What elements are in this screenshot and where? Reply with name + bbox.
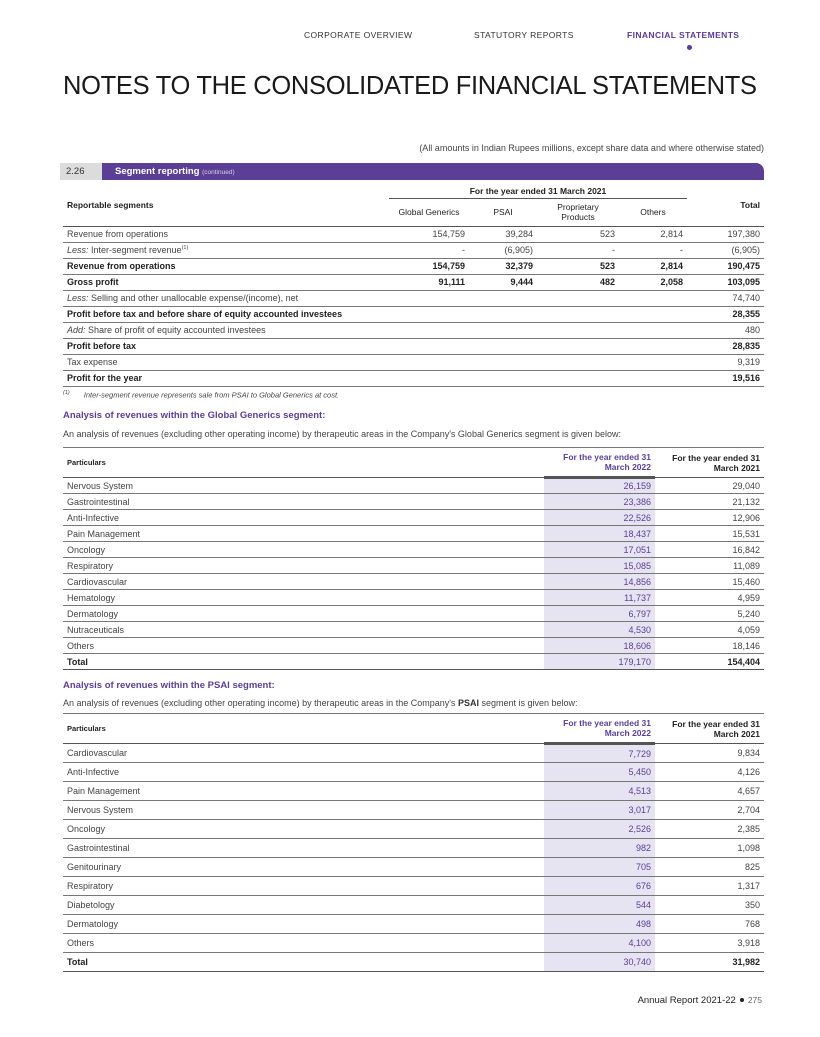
row-label: Pain Management: [63, 782, 544, 801]
value-fy22: 7,729: [544, 744, 655, 763]
value-fy21: 825: [655, 858, 764, 877]
amounts-note: (All amounts in Indian Rupees millions, except share data and where otherwise stated): [419, 143, 764, 153]
footnote-ref: (1): [181, 245, 189, 251]
value-fy21: 21,132: [655, 494, 764, 510]
row-label: Nutraceuticals: [63, 622, 544, 638]
segment-cell: [537, 290, 619, 306]
label-text: Share of profit of equity accounted investees: [85, 325, 266, 335]
value-fy22: 6,797: [544, 606, 655, 622]
psai-intro: [63, 698, 578, 708]
value-fy21: 4,126: [655, 763, 764, 782]
total-row: [63, 654, 764, 670]
label-prefix: Less:: [67, 293, 89, 303]
segment-row: [63, 290, 764, 306]
global-generics-table: [63, 447, 764, 670]
section-title-suffix: (continued): [202, 169, 235, 176]
segment-cell: 523: [537, 226, 619, 242]
segment-cell: [389, 354, 469, 370]
active-indicator-dot: [687, 45, 692, 50]
segment-row: [63, 306, 764, 322]
segment-cell: [469, 290, 537, 306]
global-generics-intro: An analysis of revenues (excluding other operating income) by therapeutic areas in the Company's Global Generics segment is given below:: [63, 429, 622, 439]
segment-cell: -: [389, 242, 469, 258]
psai-col-2022: For the year ended 31 March 2022: [544, 714, 655, 744]
segment-cell: 39,284: [469, 226, 537, 242]
global-generics-heading: Analysis of revenues within the Global Generics segment:: [63, 410, 326, 421]
table-row: [63, 526, 764, 542]
segment-cell: [619, 322, 687, 338]
segment-row-label: [63, 242, 389, 258]
section-title-text: Segment reporting: [115, 166, 200, 177]
row-label: Hematology: [63, 590, 544, 606]
value-fy22: 544: [544, 896, 655, 915]
table-row: [63, 915, 764, 934]
value-fy22: 4,530: [544, 622, 655, 638]
segment-row-header: Reportable segments: [63, 184, 389, 226]
segment-cell: 74,740: [687, 290, 764, 306]
segment-row: [63, 338, 764, 354]
footer-bullet: [740, 998, 744, 1002]
value-fy21: 16,842: [655, 542, 764, 558]
value-fy22: 17,051: [544, 542, 655, 558]
label-text: Revenue from operations: [67, 261, 176, 271]
segment-cell: [537, 322, 619, 338]
table-row: [63, 744, 764, 763]
segment-cell: 9,319: [687, 354, 764, 370]
segment-cell: [537, 370, 619, 386]
value-fy22: 23,386: [544, 494, 655, 510]
value-fy22: 705: [544, 858, 655, 877]
table-row: [63, 839, 764, 858]
segment-cell: [619, 290, 687, 306]
segment-col-proprietary-products: Proprietary Products: [537, 198, 619, 226]
row-label: Oncology: [63, 820, 544, 839]
table-row: [63, 478, 764, 494]
segment-cell: [389, 338, 469, 354]
row-label: Respiratory: [63, 877, 544, 896]
segment-cell: 19,516: [687, 370, 764, 386]
value-fy22: 498: [544, 915, 655, 934]
label-prefix: Add:: [67, 325, 86, 335]
segment-row: [63, 322, 764, 338]
row-label: Others: [63, 934, 544, 953]
value-fy21: 2,385: [655, 820, 764, 839]
segment-cell: 103,095: [687, 274, 764, 290]
value-fy21: 5,240: [655, 606, 764, 622]
value-fy21: 15,531: [655, 526, 764, 542]
segment-cell: 28,355: [687, 306, 764, 322]
row-label: Total: [63, 953, 544, 972]
segment-cell: [389, 290, 469, 306]
value-fy22: 2,526: [544, 820, 655, 839]
table-row: [63, 896, 764, 915]
segment-cell: [389, 370, 469, 386]
row-label: Respiratory: [63, 558, 544, 574]
table-row: [63, 574, 764, 590]
row-label: Anti-Infective: [63, 763, 544, 782]
segment-row-label: [63, 226, 389, 242]
table-row: [63, 858, 764, 877]
top-navigation: [0, 30, 820, 54]
row-label: Dermatology: [63, 915, 544, 934]
gg-table-body: [63, 478, 764, 670]
segment-row-label: [63, 354, 389, 370]
segment-cell: [469, 370, 537, 386]
segment-col-total: Total: [687, 184, 764, 226]
value-fy22: 676: [544, 877, 655, 896]
segment-row: [63, 242, 764, 258]
footnote-text: Inter-segment revenue represents sale from PSAI to Global Generics at cost.: [83, 390, 340, 400]
segment-row-label: [63, 306, 389, 322]
segment-col-others: Others: [619, 198, 687, 226]
psai-col-2021: For the year ended 31 March 2021: [672, 718, 760, 739]
value-fy22: 5,450: [544, 763, 655, 782]
value-fy22: 3,017: [544, 801, 655, 820]
footer-report-name: Annual Report 2021-22: [637, 995, 736, 1006]
row-label: Nervous System: [63, 801, 544, 820]
psai-col-particulars: Particulars: [67, 724, 106, 733]
section-header-bar: [60, 163, 764, 180]
segment-cell: 2,058: [619, 274, 687, 290]
psai-intro-pre: An analysis of revenues (excluding other operating income) by therapeutic areas in the Company's: [63, 698, 458, 708]
segment-row-label: [63, 290, 389, 306]
row-label: Others: [63, 638, 544, 654]
segment-cell: -: [537, 242, 619, 258]
segment-period-header: For the year ended 31 March 2021: [389, 184, 687, 198]
table-row: [63, 877, 764, 896]
value-fy21: 154,404: [655, 654, 764, 670]
segment-row: [63, 258, 764, 274]
section-title: [115, 163, 235, 181]
segment-cell: (6,905): [687, 242, 764, 258]
label-prefix: Less:: [67, 245, 89, 255]
value-fy21: 768: [655, 915, 764, 934]
row-label: Gastrointestinal: [63, 494, 544, 510]
segment-col-psai: PSAI: [469, 198, 537, 226]
row-label: Gastrointestinal: [63, 839, 544, 858]
table-row: [63, 606, 764, 622]
segment-cell: [537, 338, 619, 354]
value-fy21: 350: [655, 896, 764, 915]
segment-row-label: [63, 322, 389, 338]
value-fy22: 179,170: [544, 654, 655, 670]
psai-heading: Analysis of revenues within the PSAI segment:: [63, 680, 275, 691]
table-row: [63, 801, 764, 820]
value-fy21: 11,089: [655, 558, 764, 574]
segment-cell: 154,759: [389, 258, 469, 274]
nav-statutory-reports[interactable]: STATUTORY REPORTS: [474, 30, 574, 40]
footnote-mark: (1): [63, 390, 70, 396]
value-fy21: 31,982: [655, 953, 764, 972]
footnote: [63, 390, 339, 400]
table-row: [63, 590, 764, 606]
page-footer: [638, 995, 762, 1006]
segment-cell: [469, 338, 537, 354]
table-row: [63, 494, 764, 510]
table-row: [63, 934, 764, 953]
value-fy22: 18,606: [544, 638, 655, 654]
value-fy21: 4,657: [655, 782, 764, 801]
segment-cell: 2,814: [619, 258, 687, 274]
segment-cell: 9,444: [469, 274, 537, 290]
segment-row-label: [63, 370, 389, 386]
segment-cell: [469, 322, 537, 338]
table-row: [63, 622, 764, 638]
psai-intro-post: segment is given below:: [478, 698, 578, 708]
label-text: Inter-segment revenue: [88, 245, 182, 255]
value-fy22: 11,737: [544, 590, 655, 606]
table-row: [63, 638, 764, 654]
segment-row-label: [63, 338, 389, 354]
segment-cell: 154,759: [389, 226, 469, 242]
segment-cell: [537, 354, 619, 370]
segment-cell: 190,475: [687, 258, 764, 274]
segment-cell: [389, 322, 469, 338]
value-fy21: 1,317: [655, 877, 764, 896]
segment-row-label: [63, 258, 389, 274]
value-fy22: 26,159: [544, 478, 655, 494]
segment-row-label: [63, 274, 389, 290]
psai-table-body: [63, 744, 764, 972]
segment-cell: [389, 306, 469, 322]
psai-table: [63, 713, 764, 972]
value-fy22: 4,513: [544, 782, 655, 801]
segment-cell: 197,380: [687, 226, 764, 242]
row-label: Cardiovascular: [63, 574, 544, 590]
segment-cell: [469, 354, 537, 370]
value-fy21: 29,040: [655, 478, 764, 494]
segment-cell: 523: [537, 258, 619, 274]
value-fy21: 18,146: [655, 638, 764, 654]
segment-cell: -: [619, 242, 687, 258]
value-fy22: 14,856: [544, 574, 655, 590]
row-label: Diabetology: [63, 896, 544, 915]
segment-cell: (6,905): [469, 242, 537, 258]
table-row: [63, 510, 764, 526]
gg-col-2021: For the year ended 31 March 2021: [672, 452, 760, 473]
table-row: [63, 558, 764, 574]
label-text: Revenue from operations: [67, 229, 169, 239]
segment-cell: 91,111: [389, 274, 469, 290]
value-fy22: 18,437: [544, 526, 655, 542]
value-fy21: 9,834: [655, 744, 764, 763]
row-label: Anti-Infective: [63, 510, 544, 526]
row-label: Total: [63, 654, 544, 670]
label-text: Profit before tax: [67, 341, 137, 351]
label-text: Selling and other unallocable expense/(income), net: [88, 293, 299, 303]
psai-intro-bold: PSAI: [457, 698, 479, 708]
value-fy22: 15,085: [544, 558, 655, 574]
value-fy22: 4,100: [544, 934, 655, 953]
value-fy21: 2,704: [655, 801, 764, 820]
segment-cell: [619, 370, 687, 386]
segment-cell: [619, 354, 687, 370]
segment-row: [63, 354, 764, 370]
row-label: Dermatology: [63, 606, 544, 622]
gg-col-2022: For the year ended 31 March 2022: [544, 448, 655, 478]
segment-cell: 482: [537, 274, 619, 290]
segment-row: [63, 370, 764, 386]
row-label: Oncology: [63, 542, 544, 558]
label-text: Tax expense: [67, 357, 118, 367]
value-fy21: 1,098: [655, 839, 764, 858]
segment-row: [63, 226, 764, 242]
segment-cell: [619, 338, 687, 354]
value-fy21: 12,906: [655, 510, 764, 526]
label-text: Gross profit: [67, 277, 119, 287]
segment-cell: [619, 306, 687, 322]
segment-cell: 32,379: [469, 258, 537, 274]
row-label: Cardiovascular: [63, 744, 544, 763]
segment-col-global-generics: Global Generics: [389, 198, 469, 226]
segment-cell: [469, 306, 537, 322]
table-row: [63, 820, 764, 839]
row-label: Genitourinary: [63, 858, 544, 877]
value-fy21: 4,959: [655, 590, 764, 606]
label-text: Profit before tax and before share of equity accounted investees: [67, 309, 343, 319]
gg-col-particulars: Particulars: [67, 458, 106, 467]
segment-table: [63, 184, 764, 387]
table-row: [63, 782, 764, 801]
page-title: NOTES TO THE CONSOLIDATED FINANCIAL STATEMENTS: [63, 72, 757, 100]
nav-corporate-overview[interactable]: CORPORATE OVERVIEW: [304, 30, 413, 40]
value-fy22: 30,740: [544, 953, 655, 972]
table-row: [63, 542, 764, 558]
segment-row: [63, 274, 764, 290]
segment-table-body: [63, 226, 764, 386]
segment-cell: [537, 306, 619, 322]
table-row: [63, 763, 764, 782]
section-number: 2.26: [60, 163, 102, 180]
segment-cell: 28,835: [687, 338, 764, 354]
total-row: [63, 953, 764, 972]
value-fy21: 15,460: [655, 574, 764, 590]
row-label: Pain Management: [63, 526, 544, 542]
value-fy21: 3,918: [655, 934, 764, 953]
segment-cell: 480: [687, 322, 764, 338]
nav-financial-statements[interactable]: FINANCIAL STATEMENTS: [627, 30, 740, 40]
value-fy21: 4,059: [655, 622, 764, 638]
row-label: Nervous System: [63, 478, 544, 494]
segment-cell: 2,814: [619, 226, 687, 242]
value-fy22: 22,526: [544, 510, 655, 526]
page-number: 275: [747, 995, 762, 1005]
label-text: Profit for the year: [67, 373, 143, 383]
value-fy22: 982: [544, 839, 655, 858]
